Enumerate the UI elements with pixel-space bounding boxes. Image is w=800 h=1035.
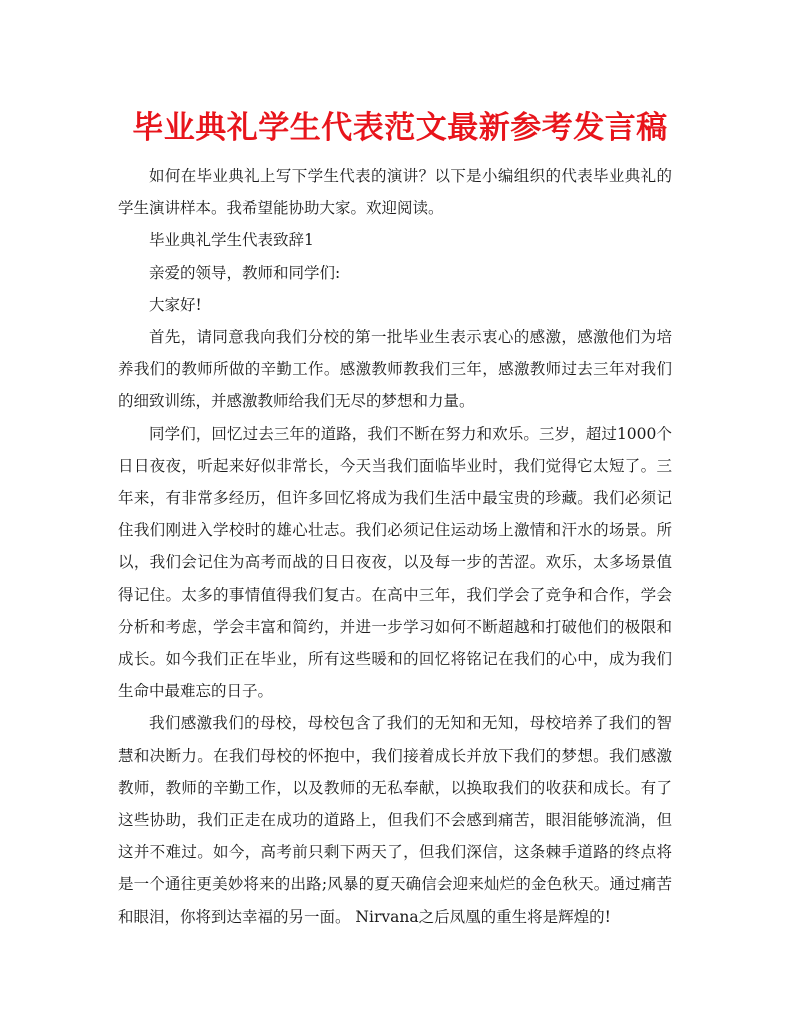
- document-body: [118, 160, 672, 933]
- body-paragraph: 同学们，回忆过去三年的道路，我们不断在努力和欢乐。三岁，超过1000个日日夜夜，听起来好似非常长，今天当我们面临毕业时，我们觉得它太短了。三年来，有非常多经历，但许多回忆将成为我们生活中最宝贵的珍藏。我们必须记住我们刚进入学校时的雄心壮志。我们必须记住运动场上激情和汗水的场景。所以，我们会记住为高考而战的日日夜夜，以及每一步的苦涩。欢乐，太多场景值得记住。太多的事情值得我们复古。在高中三年，我们学会了竞争和合作，学会分析和考虑，学会丰富和简约，并进一步学习如何不断超越和打破他们的极限和成长。如今我们正在毕业，所有这些暖和的回忆将铭记在我们的心中，成为我们生命中最难忘的日子。: [118, 424, 672, 701]
- body-paragraph: 首先，请同意我向我们分校的第一批毕业生表示衷心的感激，感激他们为培养我们的教师所做的辛勤工作。感激教师教我们三年，感激教师过去三年对我们的细致训练，并感激教师给我们无尽的梦想和力量。: [118, 328, 672, 411]
- salutation-line: 亲爱的领导，教师和同学们:: [149, 263, 341, 282]
- document-title: 毕业典礼学生代表范文最新参考发言稿: [132, 110, 668, 146]
- greeting-line: 大家好!: [149, 295, 202, 314]
- speech-heading: 毕业典礼学生代表致辞1: [149, 231, 314, 250]
- body-paragraph: 我们感激我们的母校，母校包含了我们的无知和无知，母校培养了我们的智慧和决断力。在我们母校的怀抱中，我们接着成长并放下我们的梦想。我们感激教师，教师的辛勤工作，以及教师的无私奉献，以换取我们的收获和成长。有了这些协助，我们正走在成功的道路上，但我们不会感到痛苦，眼泪能够流淌，但这并不难过。如今，高考前只剩下两天了，但我们深信，这条棘手道路的终点将是一个通往更美妙将来的出路;风暴的夏天确信会迎来灿烂的金色秋天。通过痛苦和眼泪，你将到达幸福的另一面。 Nirvana之后凤凰的重生将是辉煌的!: [118, 714, 672, 926]
- intro-paragraph: 如何在毕业典礼上写下学生代表的演讲？以下是小编组织的代表毕业典礼的学生演讲样本。我希望能协助大家。欢迎阅读。: [118, 167, 672, 218]
